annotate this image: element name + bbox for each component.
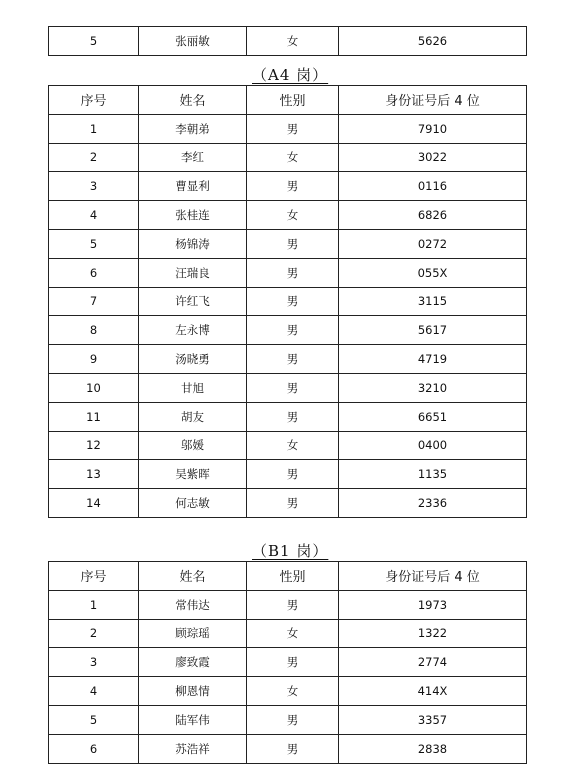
cell-index: 6 xyxy=(49,734,139,763)
cell-id-last4: 1973 xyxy=(339,590,527,619)
cell-index: 3 xyxy=(49,172,139,201)
table-row xyxy=(49,258,527,287)
cell-index: 2 xyxy=(49,619,139,648)
cell-id-last4: 0400 xyxy=(339,431,527,460)
cell-id-last4: 6826 xyxy=(339,201,527,230)
table-row xyxy=(49,590,527,619)
cell-name: 苏浩祥 xyxy=(139,734,247,763)
cell-gender: 女 xyxy=(247,201,339,230)
cell-id-last4: 1322 xyxy=(339,619,527,648)
cell-id-last4: 3210 xyxy=(339,373,527,402)
cell-index: 5 xyxy=(49,705,139,734)
cell-gender: 男 xyxy=(247,258,339,287)
cell-gender: 男 xyxy=(247,345,339,374)
cell-name: 许红飞 xyxy=(139,287,247,316)
table-row xyxy=(49,345,527,374)
cell-index: 3 xyxy=(49,648,139,677)
cell-id-last4: 1135 xyxy=(339,460,527,489)
cell-id-last4: 7910 xyxy=(339,114,527,143)
table-row xyxy=(49,677,527,706)
table-row xyxy=(49,373,527,402)
cell-name: 廖致霞 xyxy=(139,648,247,677)
column-header-name: 姓名 xyxy=(139,86,247,115)
cell-gender: 女 xyxy=(247,619,339,648)
table-row xyxy=(49,648,527,677)
cell-gender: 女 xyxy=(247,431,339,460)
cell-gender: 男 xyxy=(247,229,339,258)
cell-gender: 男 xyxy=(247,489,339,518)
table-row xyxy=(49,619,527,648)
cell-name: 顾琮瑶 xyxy=(139,619,247,648)
column-header-gender: 性别 xyxy=(247,86,339,115)
table-row xyxy=(49,27,527,56)
cell-id-last4: 5617 xyxy=(339,316,527,345)
table-header-row xyxy=(49,86,527,115)
cell-name: 汤晓勇 xyxy=(139,345,247,374)
cell-gender: 女 xyxy=(247,677,339,706)
cell-gender: 男 xyxy=(247,734,339,763)
table-row xyxy=(49,287,527,316)
cell-index: 14 xyxy=(49,489,139,518)
cell-id-last4: 3357 xyxy=(339,705,527,734)
cell-name: 李朝弟 xyxy=(139,114,247,143)
cell-index: 6 xyxy=(49,258,139,287)
cell-id-last4: 0116 xyxy=(339,172,527,201)
cell-index: 11 xyxy=(49,402,139,431)
cell-index: 4 xyxy=(49,201,139,230)
cell-gender: 男 xyxy=(247,705,339,734)
cell-gender: 女 xyxy=(247,143,339,172)
column-header-id-last4: 身份证号后 4 位 xyxy=(339,86,527,115)
cell-index: 8 xyxy=(49,316,139,345)
cell-index: 9 xyxy=(49,345,139,374)
cell-name: 常伟达 xyxy=(139,590,247,619)
section-title-b1: （B1 岗） xyxy=(252,542,329,560)
cell-id-last4: 2838 xyxy=(339,734,527,763)
cell-gender: 男 xyxy=(247,590,339,619)
cell-name: 柳恩情 xyxy=(139,677,247,706)
table-row xyxy=(49,705,527,734)
column-header-index: 序号 xyxy=(49,562,139,591)
cell-gender: 男 xyxy=(247,648,339,677)
cell-name: 李红 xyxy=(139,143,247,172)
cell-gender: 女 xyxy=(247,27,339,56)
cell-index: 7 xyxy=(49,287,139,316)
cell-name: 甘旭 xyxy=(139,373,247,402)
section-title-a4: （A4 岗） xyxy=(252,66,329,84)
cell-name: 曹显利 xyxy=(139,172,247,201)
table-row xyxy=(49,172,527,201)
cell-index: 12 xyxy=(49,431,139,460)
table-row xyxy=(49,229,527,258)
cell-gender: 男 xyxy=(247,373,339,402)
cell-index: 10 xyxy=(49,373,139,402)
cell-name: 汪瑞良 xyxy=(139,258,247,287)
b1-table xyxy=(48,561,527,764)
a4-table-body xyxy=(49,114,527,517)
carryover-table xyxy=(48,26,527,56)
cell-id-last4: 6651 xyxy=(339,402,527,431)
carryover-table-body xyxy=(49,27,527,56)
cell-id-last4: 0272 xyxy=(339,229,527,258)
cell-name: 杨锦涛 xyxy=(139,229,247,258)
cell-id-last4: 414X xyxy=(339,677,527,706)
cell-name: 邬媛 xyxy=(139,431,247,460)
cell-gender: 男 xyxy=(247,316,339,345)
cell-name: 左永博 xyxy=(139,316,247,345)
cell-id-last4: 2336 xyxy=(339,489,527,518)
cell-id-last4: 3022 xyxy=(339,143,527,172)
cell-gender: 男 xyxy=(247,460,339,489)
cell-id-last4: 055X xyxy=(339,258,527,287)
cell-id-last4: 3115 xyxy=(339,287,527,316)
cell-gender: 男 xyxy=(247,114,339,143)
column-header-index: 序号 xyxy=(49,86,139,115)
cell-id-last4: 2774 xyxy=(339,648,527,677)
table-row xyxy=(49,489,527,518)
column-header-id-last4: 身份证号后 4 位 xyxy=(339,562,527,591)
table-row xyxy=(49,460,527,489)
cell-name: 陆军伟 xyxy=(139,705,247,734)
cell-index: 5 xyxy=(49,27,139,56)
cell-gender: 男 xyxy=(247,402,339,431)
a4-table xyxy=(48,85,527,518)
cell-index: 1 xyxy=(49,114,139,143)
cell-name: 何志敏 xyxy=(139,489,247,518)
cell-index: 2 xyxy=(49,143,139,172)
cell-name: 胡友 xyxy=(139,402,247,431)
column-header-name: 姓名 xyxy=(139,562,247,591)
cell-index: 13 xyxy=(49,460,139,489)
column-header-gender: 性别 xyxy=(247,562,339,591)
table-row xyxy=(49,316,527,345)
cell-gender: 男 xyxy=(247,287,339,316)
table-row xyxy=(49,431,527,460)
cell-index: 1 xyxy=(49,590,139,619)
cell-index: 5 xyxy=(49,229,139,258)
cell-index: 4 xyxy=(49,677,139,706)
table-row xyxy=(49,143,527,172)
table-row xyxy=(49,734,527,763)
cell-name: 张桂连 xyxy=(139,201,247,230)
table-row xyxy=(49,402,527,431)
cell-id-last4: 4719 xyxy=(339,345,527,374)
b1-table-body xyxy=(49,590,527,763)
cell-gender: 男 xyxy=(247,172,339,201)
cell-name: 张丽敏 xyxy=(139,27,247,56)
cell-name: 吴紫晖 xyxy=(139,460,247,489)
cell-id-last4: 5626 xyxy=(339,27,527,56)
table-row xyxy=(49,201,527,230)
table-header-row xyxy=(49,562,527,591)
table-row xyxy=(49,114,527,143)
